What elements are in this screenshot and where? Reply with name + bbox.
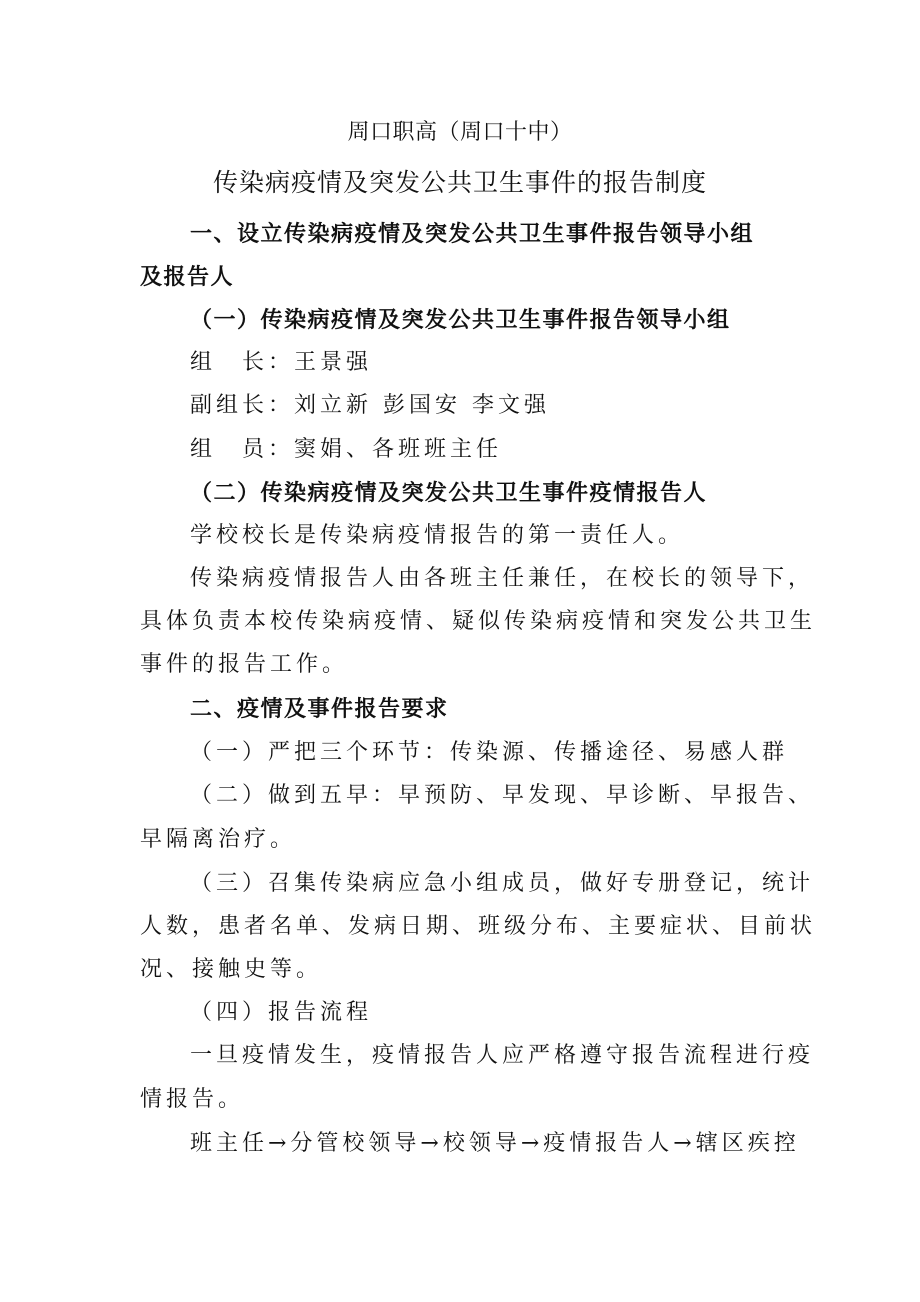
deputy-line: 副组长：刘立新 彭国安 李文强: [190, 393, 550, 418]
reporter-paragraph-line1: 传染病疫情报告人由各班主任兼任，在校长的领导下，: [190, 566, 815, 591]
document-title: 传染病疫情及突发公共卫生事件的报告制度: [212, 168, 707, 197]
members-line: 组 员：窦娟、各班班主任: [190, 437, 503, 462]
responsibility-paragraph: 学校校长是传染病疫情报告的第一责任人。: [190, 523, 685, 548]
report-flow-chain: 班主任→分管校领导→校领导→疫情报告人→辖区疾控: [190, 1131, 800, 1156]
section1-heading-line1: 一、设立传染病疫情及突发公共卫生事件报告领导小组: [190, 222, 755, 247]
school-name: 周口职高（周口十中）: [347, 120, 573, 145]
reporter-paragraph-line3: 事件的报告工作。: [140, 652, 349, 677]
subsection1-heading: （一）传染病疫情及突发公共卫生事件报告领导小组: [190, 308, 731, 333]
section1-heading-line2: 及报告人: [140, 265, 235, 290]
flow-paragraph-line2: 情报告。: [140, 1087, 245, 1112]
subsection2-heading: （二）传染病疫情及突发公共卫生事件疫情报告人: [190, 481, 708, 506]
leader-line: 组 长：王景强: [190, 350, 373, 375]
reporter-paragraph-line2: 具体负责本校传染病疫情、疑似传染病疫情和突发公共卫生: [140, 609, 817, 634]
requirement-item2-line2: 早隔离治疗。: [140, 827, 297, 852]
requirement-item3-line1: （三）召集传染病应急小组成员，做好专册登记，统计: [190, 871, 815, 896]
requirement-item1: （一）严把三个环节：传染源、传播途径、易感人群: [190, 740, 789, 765]
requirement-item2-line1: （二）做到五早：早预防、早发现、早诊断、早报告、: [190, 783, 815, 808]
flow-paragraph-line1: 一旦疫情发生，疫情报告人应严格遵守报告流程进行疫: [190, 1043, 815, 1068]
requirement-item3-line2: 人数，患者名单、发病日期、班级分布、主要症状、目前状: [140, 914, 817, 939]
requirement-item3-line3: 况、接触史等。: [140, 957, 323, 982]
requirement-item4: （四）报告流程: [190, 1000, 373, 1025]
section2-heading: 二、疫情及事件报告要求: [190, 697, 449, 722]
